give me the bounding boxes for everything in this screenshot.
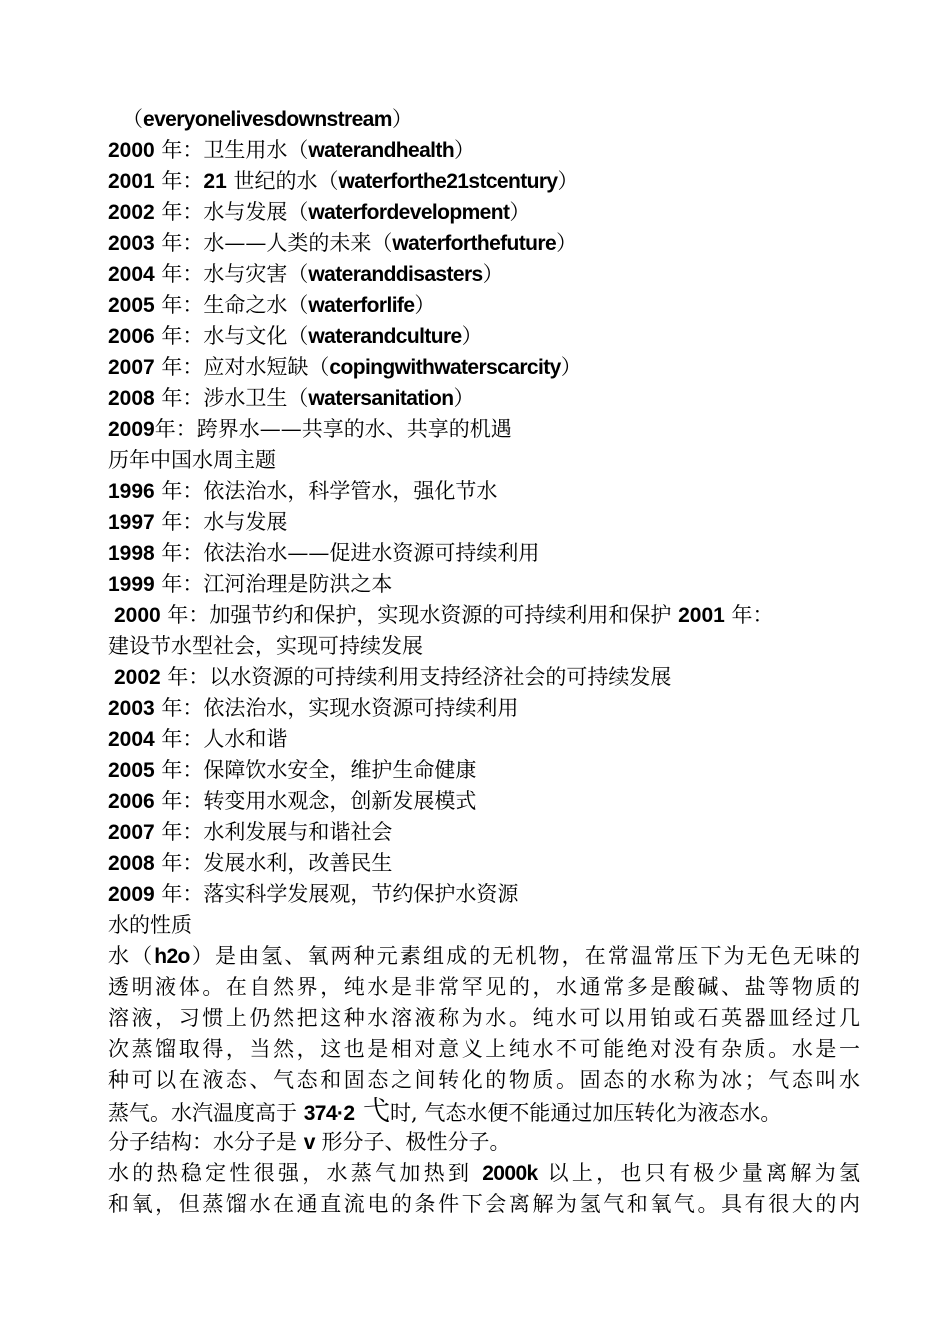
water-week-line-2005: 2005 年：保障饮水安全，维护生命健康 <box>108 758 477 782</box>
theme-line-2004: 2004 年：水与灾害（wateranddisasters） <box>108 262 504 286</box>
document-page <box>108 104 860 1220</box>
water-week-line-2001: 建设节水型社会，实现可持续发展 <box>108 634 423 658</box>
paragraph-line: 水的热稳定性很强，水蒸气加热到 2000k 以上，也只有极少量离解为氢 <box>108 1161 860 1185</box>
theme-line-2002: 2002 年：水与发展（waterfordevelopment） <box>108 200 531 224</box>
water-week-line-2006: 2006 年：转变用水观念，创新发展模式 <box>108 789 477 813</box>
paragraph-line: 种可以在液态、气态和固态之间转化的物质。固态的水称为冰；气态叫水 <box>108 1068 860 1092</box>
water-week-line-2004: 2004 年：人水和谐 <box>108 727 288 751</box>
water-week-line-1998: 1998 年：依法治水——促进水资源可持续利用 <box>108 541 540 565</box>
theme-line-2009: 2009年：跨界水——共享的水、共享的机遇 <box>108 417 512 441</box>
theme-line-2007: 2007 年：应对水短缺（copingwithwaterscarcity） <box>108 355 582 379</box>
theme-line-2006: 2006 年：水与文化（waterandculture） <box>108 324 483 348</box>
theme-line-2000: 2000 年：卫生用水（waterandhealth） <box>108 138 476 162</box>
water-week-line-1999: 1999 年：江河治理是防洪之本 <box>108 572 393 596</box>
paragraph-line: 水（h2o）是由氢、氧两种元素组成的无机物，在常温常压下为无色无味的 <box>108 944 860 968</box>
section-heading-water-properties: 水的性质 <box>108 913 192 937</box>
theme-line-2008: 2008 年：涉水卫生（watersanitation） <box>108 386 475 410</box>
water-week-line-2007: 2007 年：水利发展与和谐社会 <box>108 820 393 844</box>
water-week-line-1997: 1997 年：水与发展 <box>108 510 288 534</box>
theme-line-2005: 2005 年：生命之水（waterforlife） <box>108 293 436 317</box>
paragraph-line: 溶液，习惯上仍然把这种水溶液称为水。纯水可以用铂或石英器皿经过几 <box>108 1006 860 1030</box>
water-week-line-2003: 2003 年：依法治水，实现水资源可持续利用 <box>108 696 519 720</box>
paragraph-line: 蒸气。水汽温度高于 374·2 弋时, 气态水便不能通过加压转化为液态水。 <box>108 1096 782 1127</box>
paragraph-line: 和氧，但蒸馏水在通直流电的条件下会离解为氢气和氧气。具有很大的内 <box>108 1192 860 1216</box>
paragraph-line: 次蒸馏取得，当然，这也是相对意义上纯水不可能绝对没有杂质。水是一 <box>108 1037 860 1061</box>
theme-line-continuation: （everyonelivesdownstream） <box>122 107 413 131</box>
water-week-line-2000: 2000 年：加强节约和保护，实现水资源的可持续利用和保护 2001 年： <box>114 603 774 627</box>
paragraph-line: 透明液体。在自然界，纯水是非常罕见的，水通常多是酸碱、盐等物质的 <box>108 975 860 999</box>
paragraph-line: 分子结构：水分子是 v 形分子、极性分子。 <box>108 1130 511 1154</box>
theme-line-2001: 2001 年：21 世纪的水（waterforthe21stcentury） <box>108 169 579 193</box>
section-heading-china-water-week: 历年中国水周主题 <box>108 448 276 472</box>
water-week-line-2008: 2008 年：发展水利，改善民生 <box>108 851 393 875</box>
water-week-line-2009: 2009 年：落实科学发展观，节约保护水资源 <box>108 882 519 906</box>
water-week-line-1996: 1996 年：依法治水，科学管水，强化节水 <box>108 479 498 503</box>
theme-line-2003: 2003 年：水——人类的未来（waterforthefuture） <box>108 231 578 255</box>
water-week-line-2002: 2002 年：以水资源的可持续利用支持经济社会的可持续发展 <box>114 665 672 689</box>
